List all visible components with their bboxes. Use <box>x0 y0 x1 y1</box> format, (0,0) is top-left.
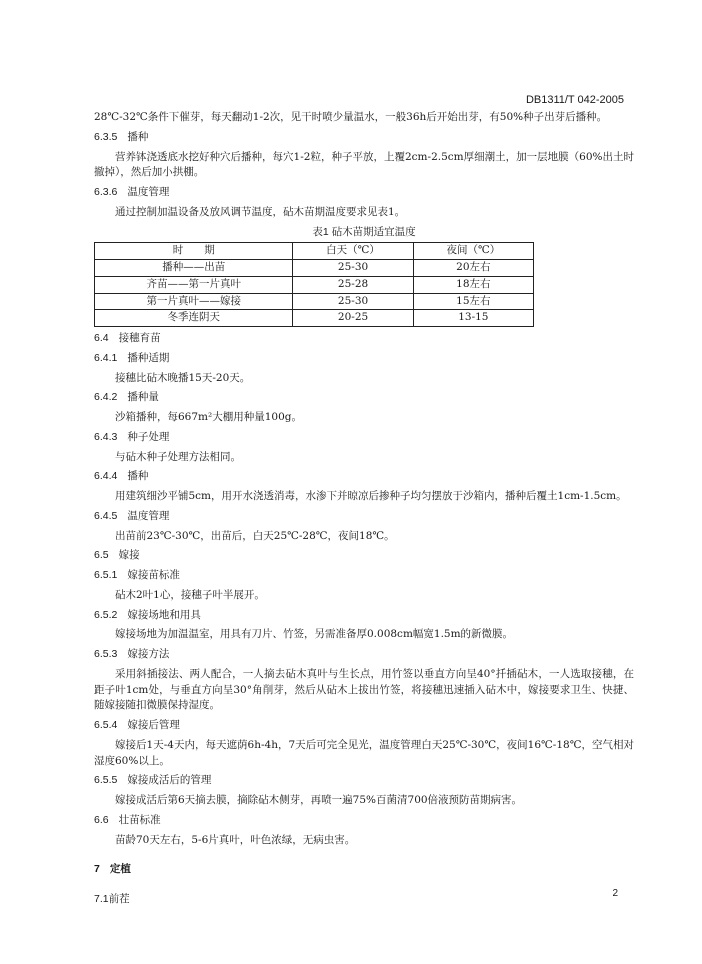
table-row <box>95 276 534 293</box>
table-caption: 表1 砧木苗期适宜温度 <box>312 225 416 238</box>
paragraph-6-3-5: 营养钵浇透底水挖好种穴后播种，每穴1-2粒，种子平放，上覆2cm-2.5cm厚细潮土，加一层地膜（60%出土时撤掉），然后加小拱棚。 <box>94 150 634 179</box>
intro-paragraph: 28℃-32℃条件下催芽，每天翻动1-2次，见干时喷少量温水，一般36h后开始出芽，有50%种子出芽后播种。 <box>94 111 608 123</box>
paragraph-6-4-3: 与砧木种子处理方法相同。 <box>115 450 241 463</box>
paragraph-6-5-5: 嫁接成活后第6天摘去膜，摘除砧木侧芽，再喷一遍75%百菌清700倍液预防苗期病害。 <box>115 794 523 806</box>
paragraph-6-3-6: 通过控制加温设备及放风调节温度，砧木苗期温度要求见表1。 <box>115 205 406 218</box>
table-row <box>95 293 534 310</box>
table-cell: 25-30 <box>293 293 413 310</box>
heading-6-5-3: 6.5.3 嫁接方法 <box>94 648 170 660</box>
document-body <box>94 110 634 912</box>
table-header-row <box>95 243 534 260</box>
paragraph-6-4-4: 用建筑细沙平铺5cm，用开水浇透消毒，水渗下并晾凉后掺种子均匀摆放于沙箱内，播种后覆土1cm-1.5cm。 <box>115 490 627 502</box>
temperature-table <box>94 242 534 327</box>
table-cell: 25-30 <box>293 260 413 277</box>
heading-6-5-5: 6.5.5 嫁接成活后的管理 <box>94 774 212 787</box>
paragraph-6-5-1: 砧木2叶1心，接穗子叶半展开。 <box>115 588 265 601</box>
heading-6-5-4: 6.5.4 嫁接后管理 <box>94 719 180 731</box>
table-header-cell: 夜间（℃） <box>413 243 533 260</box>
table-cell: 齐苗——第一片真叶 <box>95 276 293 293</box>
table-cell: 播种——出苗 <box>95 260 293 277</box>
heading-6-3-5: 6.3.5 播种 <box>94 130 149 143</box>
heading-6-5: 6.5 嫁接 <box>94 549 140 562</box>
heading-6-4: 6.4 接穗育苗 <box>94 332 161 344</box>
heading-6-6: 6.6 壮苗标准 <box>94 813 161 826</box>
paragraph-6-5-4: 嫁接后1天-4天内，每天遮荫6h-4h，7天后可完全见光，温度管理白天25℃-30℃，夜间16℃-18℃，空气相对湿度60%以上。 <box>94 738 634 767</box>
table-cell: 冬季连阴天 <box>95 310 293 327</box>
table-row <box>95 310 534 327</box>
heading-6-4-1: 6.4.1 播种适期 <box>94 351 170 364</box>
heading-6-3-6: 6.3.6 温度管理 <box>94 186 170 198</box>
page-number: 2 <box>612 888 618 899</box>
paragraph-6-6: 苗龄70天左右，5-6片真叶，叶色浓绿，无病虫害。 <box>115 833 356 846</box>
table-cell: 20左右 <box>413 260 533 277</box>
table-cell: 第一片真叶——嫁接 <box>95 293 293 310</box>
document-code: DB1311/T 042-2005 <box>525 94 624 106</box>
table-cell: 18左右 <box>413 276 533 293</box>
heading-6-5-1: 6.5.1 嫁接苗标准 <box>94 569 180 581</box>
table-cell: 20-25 <box>293 310 413 327</box>
table-cell: 15左右 <box>413 293 533 310</box>
paragraph-6-4-1: 接穗比砧木晚播15天-20天。 <box>115 371 251 384</box>
table-header-cell: 时 期 <box>95 243 293 260</box>
heading-6-4-3: 6.4.3 种子处理 <box>94 430 170 443</box>
heading-7: 7 定植 <box>94 863 131 876</box>
paragraph-6-5-3: 采用斜插接法、两人配合，一人摘去砧木真叶与生长点，用竹签以垂直方向呈40°扦插砧木，一人选取接穗，在距子叶1cm处，与垂直方向呈30°角削芽，然后从砧木上拔出竹签，将接穗迅速插入砧木中，嫁接要求卫生、快捷、随嫁接随扣微膜保持湿度。 <box>94 667 634 712</box>
table-cell: 25-28 <box>293 276 413 293</box>
table-cell: 13-15 <box>413 310 533 327</box>
heading-6-4-5: 6.4.5 温度管理 <box>94 509 170 522</box>
heading-6-5-2: 6.5.2 嫁接场地和用具 <box>94 608 201 621</box>
paragraph-6-4-5: 出苗前23℃-30℃，出苗后，白天25℃-28℃，夜间18℃。 <box>115 529 395 542</box>
table-header-cell: 白天（℃） <box>293 243 413 260</box>
paragraph-6-4-2: 沙箱播种，每667m²大棚用种量100g。 <box>115 411 302 423</box>
heading-6-4-4: 6.4.4 播种 <box>94 470 149 483</box>
paragraph-6-5-2: 嫁接场地为加温温室，用具有刀片、竹签，另需准备厚0.008cm幅宽1.5m的新微膜。 <box>115 628 514 641</box>
table-row <box>95 260 534 277</box>
heading-7-1: 7.1前茬 <box>94 893 130 905</box>
heading-6-4-2: 6.4.2 播种量 <box>94 391 159 404</box>
